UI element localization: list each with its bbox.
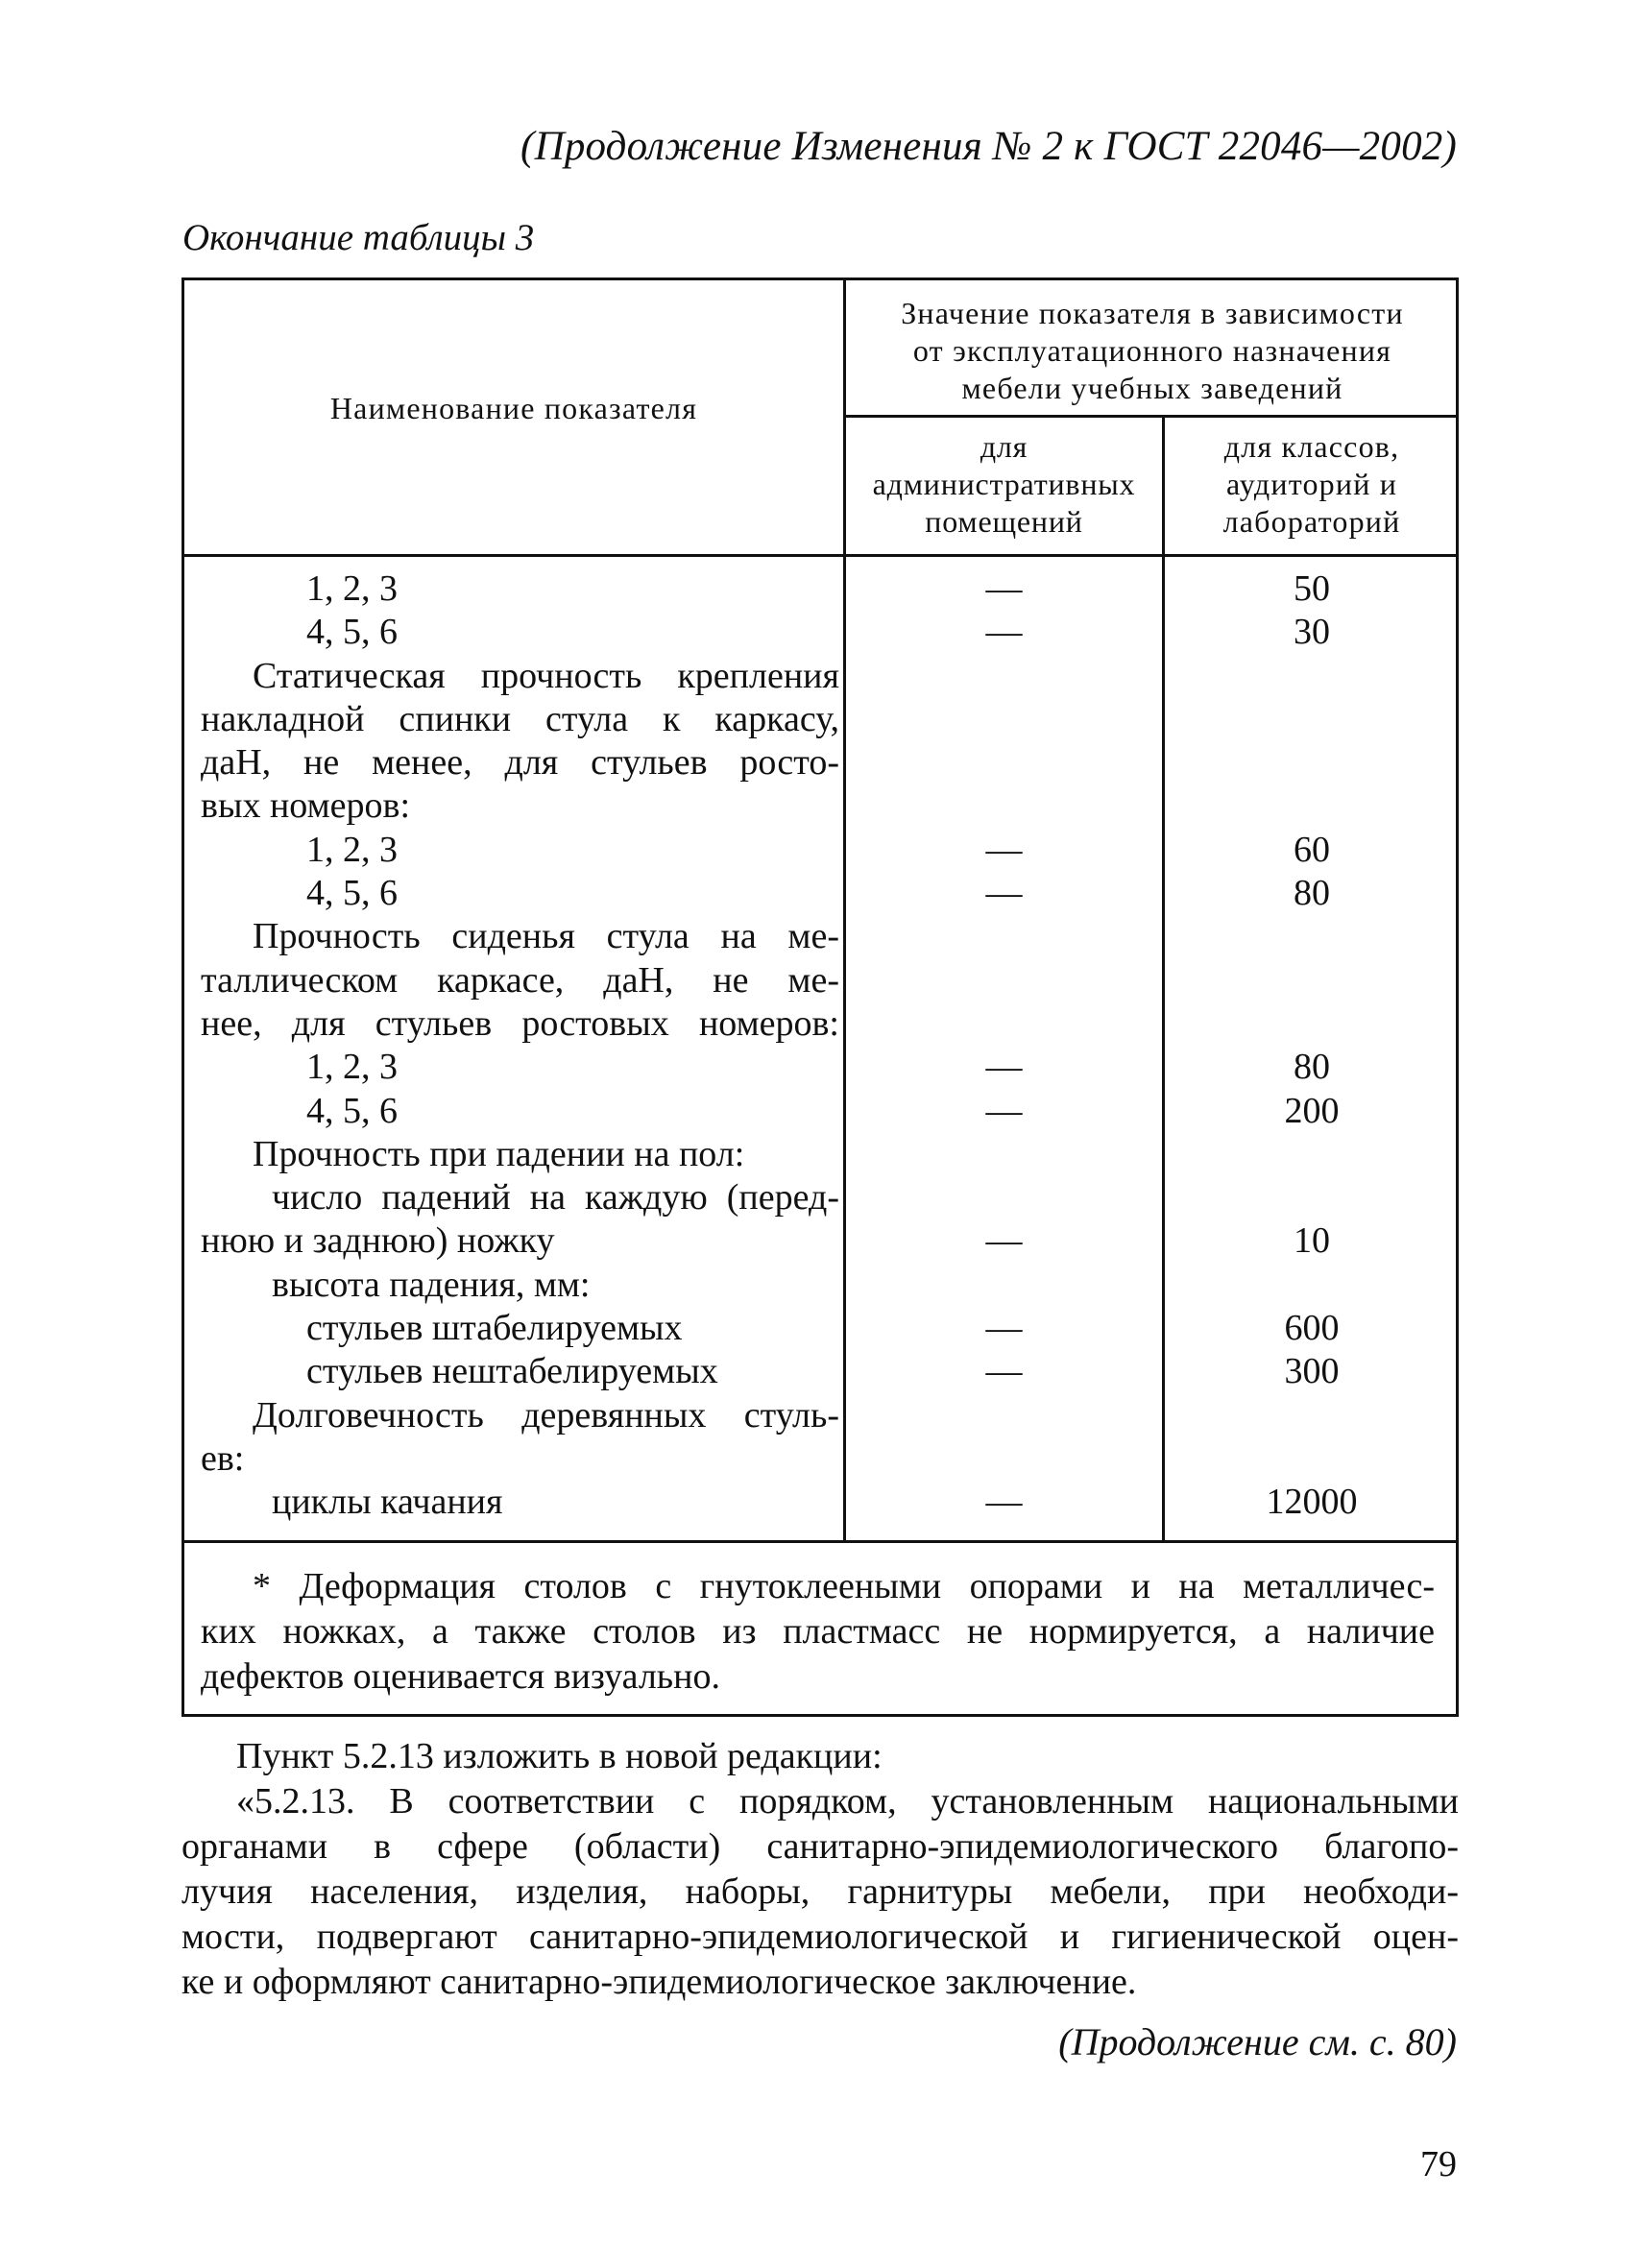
amendment-text <box>181 1734 1459 2005</box>
table-cell-classes: 10 <box>1294 1220 1330 1262</box>
table-cell-classes: 300 <box>1284 1351 1340 1392</box>
header-subdivider <box>843 415 1456 418</box>
footnote-line: * Деформация столов с гнутоклееными опорами и на металличес- <box>253 1566 1435 1606</box>
table-row-name: 1, 2, 3 <box>306 1047 398 1088</box>
table-cell-admin: — <box>985 1090 1023 1131</box>
table-row-name: 4, 5, 6 <box>306 873 398 914</box>
table-cell-classes: 600 <box>1284 1308 1340 1349</box>
table-row-name: циклы качания <box>272 1482 503 1523</box>
table-row-name: таллическом каркасе, даН, не ме- <box>201 959 839 1001</box>
table-cell-admin: — <box>985 612 1023 653</box>
table-cell-admin: — <box>985 1308 1023 1349</box>
page-number: 79 <box>1420 2144 1457 2184</box>
column-header-admin-line: помещений <box>925 504 1083 539</box>
table-row-name: накладной спинки стула к каркасу, <box>201 698 839 739</box>
table-cell-admin: — <box>985 1351 1023 1392</box>
table-cell-classes: 80 <box>1294 1047 1330 1088</box>
table-row-name: 1, 2, 3 <box>306 829 398 870</box>
table-row-name: нее, для стульев ростовых номеров: <box>201 1002 839 1044</box>
table-cell-classes: 60 <box>1294 829 1330 870</box>
column-header-admin-line: административных <box>872 467 1136 501</box>
footnote-line: ких ножках, а также столов из пластмасс не нормируется, а наличие <box>201 1611 1435 1652</box>
classes-values <box>1165 567 1459 1525</box>
table-cell-admin: — <box>985 1047 1023 1088</box>
table-caption: Окончание таблицы 3 <box>182 217 535 258</box>
table-row-name: 1, 2, 3 <box>306 568 398 609</box>
header-note: (Продолжение Изменения № 2 к ГОСТ 22046—2002) <box>520 124 1457 169</box>
column-group-header-line: Значение показателя в зависимости <box>901 296 1404 330</box>
table-row-name: Статическая прочность крепления <box>253 655 839 696</box>
table-row-name: Долговечность деревянных стуль- <box>253 1394 839 1436</box>
table-row-name: нюю и заднюю) ножку <box>201 1220 555 1262</box>
table-cell-admin: — <box>985 873 1023 914</box>
table-cell-admin: — <box>985 1482 1023 1523</box>
table-footnote <box>201 1564 1435 1700</box>
table-cell-admin: — <box>985 568 1023 609</box>
table-row-name: Прочность сиденья стула на ме- <box>253 916 839 957</box>
amendment-paragraph-line: лучия населения, изделия, наборы, гарнитуры мебели, при необходи- <box>181 1871 1459 1912</box>
table-row-name: Прочность при падении на пол: <box>253 1133 745 1174</box>
table-cell-admin: — <box>985 1220 1023 1262</box>
amendment-paragraph-line: мости, подвергают санитарно-эпидемиологической и гигиенической оцен- <box>181 1917 1459 1957</box>
column-group-header <box>846 295 1459 407</box>
indicator-names <box>201 567 839 1525</box>
table-row-name: стульев штабелируемых <box>306 1308 683 1349</box>
table-cell-admin: — <box>985 829 1023 870</box>
column-header-classes <box>1165 428 1459 541</box>
amendment-paragraph-line: «5.2.13. В соответствии с порядком, установленным национальными <box>236 1781 1459 1822</box>
header-bottom-rule <box>184 554 1456 557</box>
table-row-name: даН, не менее, для стульев росто- <box>201 742 839 784</box>
table-row-name: стульев нештабелируемых <box>306 1351 718 1392</box>
table-row-name: ев: <box>201 1437 245 1479</box>
table-cell-classes: 80 <box>1294 873 1330 914</box>
amendment-point: Пункт 5.2.13 изложить в новой редакции: <box>236 1736 883 1776</box>
table-row-name: высота падения, мм: <box>272 1264 591 1305</box>
column-header-classes-line: для классов, <box>1223 429 1400 464</box>
footnote-line: дефектов оценивается визуально. <box>201 1656 720 1697</box>
column-header-indicator <box>184 390 843 427</box>
table-row-name: число падений на каждую (перед- <box>272 1177 839 1218</box>
table-cell-classes: 50 <box>1294 568 1330 609</box>
column-group-header-line: от эксплуатационного назначения <box>912 333 1392 368</box>
column-group-header-line: мебели учебных заведений <box>961 371 1343 405</box>
indicator-table <box>181 277 1459 1717</box>
column-header-classes-line: лабораторий <box>1222 504 1401 539</box>
table-row-name: 4, 5, 6 <box>306 612 398 653</box>
table-cell-classes: 12000 <box>1266 1482 1358 1523</box>
body-bottom-rule <box>184 1540 1456 1543</box>
table-row-name: вых номеров: <box>201 785 410 827</box>
table-cell-classes: 200 <box>1284 1090 1340 1131</box>
column-header-classes-line: аудиторий и <box>1225 467 1398 501</box>
amendment-paragraph-line: ке и оформляют санитарно-эпидемиологическое заключение. <box>181 1962 1137 2002</box>
admin-values <box>846 567 1162 1525</box>
continuation-note: (Продолжение см. с. 80) <box>1058 2020 1457 2063</box>
table-cell-classes: 30 <box>1294 612 1330 653</box>
amendment-paragraph-line: органами в сфере (области) санитарно-эпидемиологического благопо- <box>181 1826 1459 1867</box>
column-header-admin <box>846 428 1162 541</box>
table-row-name: 4, 5, 6 <box>306 1090 398 1131</box>
column-header-indicator-text: Наименование показателя <box>329 391 698 425</box>
column-header-admin-line: для <box>980 429 1028 464</box>
